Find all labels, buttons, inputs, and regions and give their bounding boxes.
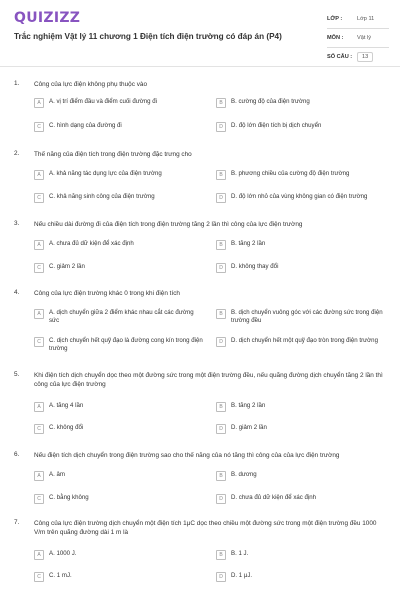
option-letter-box: A [34,402,44,412]
answer-option-d[interactable] [216,424,386,434]
question-number: 7. [14,519,20,526]
question-number: 5. [14,371,20,378]
option-letter-box: C [34,494,44,504]
answer-option-a[interactable] [34,98,204,108]
question-item [0,371,400,445]
option-text: D. dịch chuyển hết một quỹ đạo tròn trong điện trường [231,337,378,344]
answer-option-b[interactable] [216,240,386,250]
meta-subject-row [327,29,389,48]
option-letter-box: A [34,98,44,108]
answer-option-b[interactable] [216,98,386,108]
answer-option-b[interactable] [216,170,386,180]
option-letter-box: B [216,309,226,319]
option-text: B. dịch chuyển vuông góc với các đường sức trong điện trường đều [231,309,383,324]
option-text: C. giảm 2 lần [49,263,85,270]
option-text: D. độ lớn điện tích bị dịch chuyển [231,122,322,129]
question-item [0,289,400,367]
question-text: Công của lực điện trường dịch chuyển một điện tích 1μC dọc theo chiều một đường sức trong một điện trường đều 1000 V/m trên quãng đường dài 1 m là [34,520,377,536]
option-text: A. 1000 J. [49,550,77,557]
question-number: 4. [14,289,20,296]
question-item [0,220,400,284]
answer-option-c[interactable] [34,572,204,582]
answer-option-b[interactable] [216,402,386,412]
option-letter-box: D [216,572,226,582]
worksheet-header [0,0,400,72]
question-text: Khi điện tích dịch chuyển dọc theo một đường sức trong một điện trường đều, nếu quãng đường dịch chuyển tăng 2 lần thì công của lực điện trường [34,372,383,388]
option-letter-box: B [216,240,226,250]
worksheet-meta [327,10,389,67]
header-divider [0,66,400,67]
option-letter-box: D [216,337,226,347]
option-text: A. âm [49,471,65,478]
option-text: A. chưa đủ dữ kiện để xác định [49,240,134,247]
quizizz-logo: QUIZIZZ [14,10,81,26]
option-letter-box: A [34,309,44,319]
option-text: A. khả năng tác dụng lực của điện trường [49,170,162,177]
option-text: B. tăng 2 lần [231,240,266,247]
answer-option-b[interactable] [216,471,386,481]
answer-option-c[interactable] [34,494,204,504]
answer-option-a[interactable] [34,309,204,325]
option-text: A. tăng 4 lần [49,402,84,409]
answer-option-c[interactable] [34,122,204,132]
option-letter-box: D [216,263,226,273]
option-text: C. hình dạng của đường đi [49,122,122,129]
option-letter-box: C [34,122,44,132]
option-text: B. cường độ của điện trường [231,98,310,105]
question-item [0,519,400,591]
option-letter-box: B [216,98,226,108]
option-text: B. phương chiều của cường độ điện trường [231,170,350,177]
meta-class-row [327,10,389,29]
option-text: B. 1 J. [231,550,249,557]
answer-option-a[interactable] [34,170,204,180]
count-value: 13 [357,52,373,62]
option-letter-box: D [216,193,226,203]
option-letter-box: D [216,122,226,132]
option-text: C. khả năng sinh công của điện trường [49,193,155,200]
option-letter-box: D [216,424,226,434]
answer-option-c[interactable] [34,193,204,203]
question-number: 6. [14,451,20,458]
question-item [0,150,400,214]
option-letter-box: A [34,550,44,560]
question-text: Thế năng của điện tích trong điện trường đặc trưng cho [34,151,192,158]
option-letter-box: C [34,337,44,347]
class-value: Lớp 11 [357,16,375,22]
answer-option-a[interactable] [34,402,204,412]
option-text: B. dương [231,471,257,478]
option-text: D. độ lớn nhỏ của vùng không gian có điện trường [231,193,368,200]
option-text: C. 1 mJ. [49,572,72,579]
answer-option-c[interactable] [34,263,204,273]
meta-count-row [327,48,389,67]
answer-option-b[interactable] [216,309,386,325]
question-text: Nếu điện tích dịch chuyển trong điện trường sao cho thế năng của nó tăng thì công của của lực điện trường [34,452,340,459]
option-letter-box: C [34,193,44,203]
answer-option-c[interactable] [34,337,204,353]
question-text: Công của lực điện trường khác 0 trong khi điện tích [34,290,180,297]
option-text: C. bằng không [49,494,89,501]
option-text: B. tăng 2 lần [231,402,266,409]
question-text: Nếu chiều dài đường đi của điện tích trong điện trường tăng 2 lần thì công của lực điện trường [34,221,303,228]
option-letter-box: C [34,263,44,273]
subject-label: MÔN : [327,35,344,41]
answer-option-a[interactable] [34,550,204,560]
option-letter-box: A [34,170,44,180]
option-text: D. 1 μJ. [231,572,253,579]
answer-option-d[interactable] [216,122,386,132]
answer-option-b[interactable] [216,550,386,560]
answer-option-d[interactable] [216,494,386,504]
option-text: C. dịch chuyển hết quỹ đạo là đường cong kín trong điện trường [49,337,203,352]
subject-value: Vật lý [357,35,371,41]
question-number: 1. [14,80,20,87]
question-number: 2. [14,150,20,157]
count-label: SỐ CÂU : [327,54,353,60]
answer-option-a[interactable] [34,471,204,481]
option-letter-box: B [216,402,226,412]
worksheet-title: Trắc nghiệm Vật lý 11 chương 1 Điện tích điện trường có đáp án (P4) [14,32,282,41]
question-item [0,451,400,513]
option-text: D. không thay đổi [231,263,279,270]
answer-option-c[interactable] [34,424,204,434]
answer-option-d[interactable] [216,337,386,347]
option-text: D. giảm 2 lần [231,424,267,431]
option-letter-box: D [216,494,226,504]
option-letter-box: A [34,240,44,250]
option-text: C. không đổi [49,424,84,431]
option-letter-box: C [34,572,44,582]
option-text: A. dịch chuyển giữa 2 điểm khác nhau cắt các đường sức [49,309,194,324]
option-text: D. chưa đủ dữ kiện để xác định [231,494,317,501]
answer-option-d[interactable] [216,572,386,582]
answer-option-a[interactable] [34,240,204,250]
option-text: A. vị trí điểm đầu và điểm cuối đường đi [49,98,157,105]
class-label: LỚP : [327,16,343,22]
question-item [0,80,400,144]
question-text: Công của lực điện không phụ thuộc vào [34,81,147,88]
option-letter-box: B [216,550,226,560]
question-number: 3. [14,220,20,227]
option-letter-box: A [34,471,44,481]
option-letter-box: B [216,471,226,481]
answer-option-d[interactable] [216,193,386,203]
answer-option-d[interactable] [216,263,386,273]
option-letter-box: B [216,170,226,180]
option-letter-box: C [34,424,44,434]
